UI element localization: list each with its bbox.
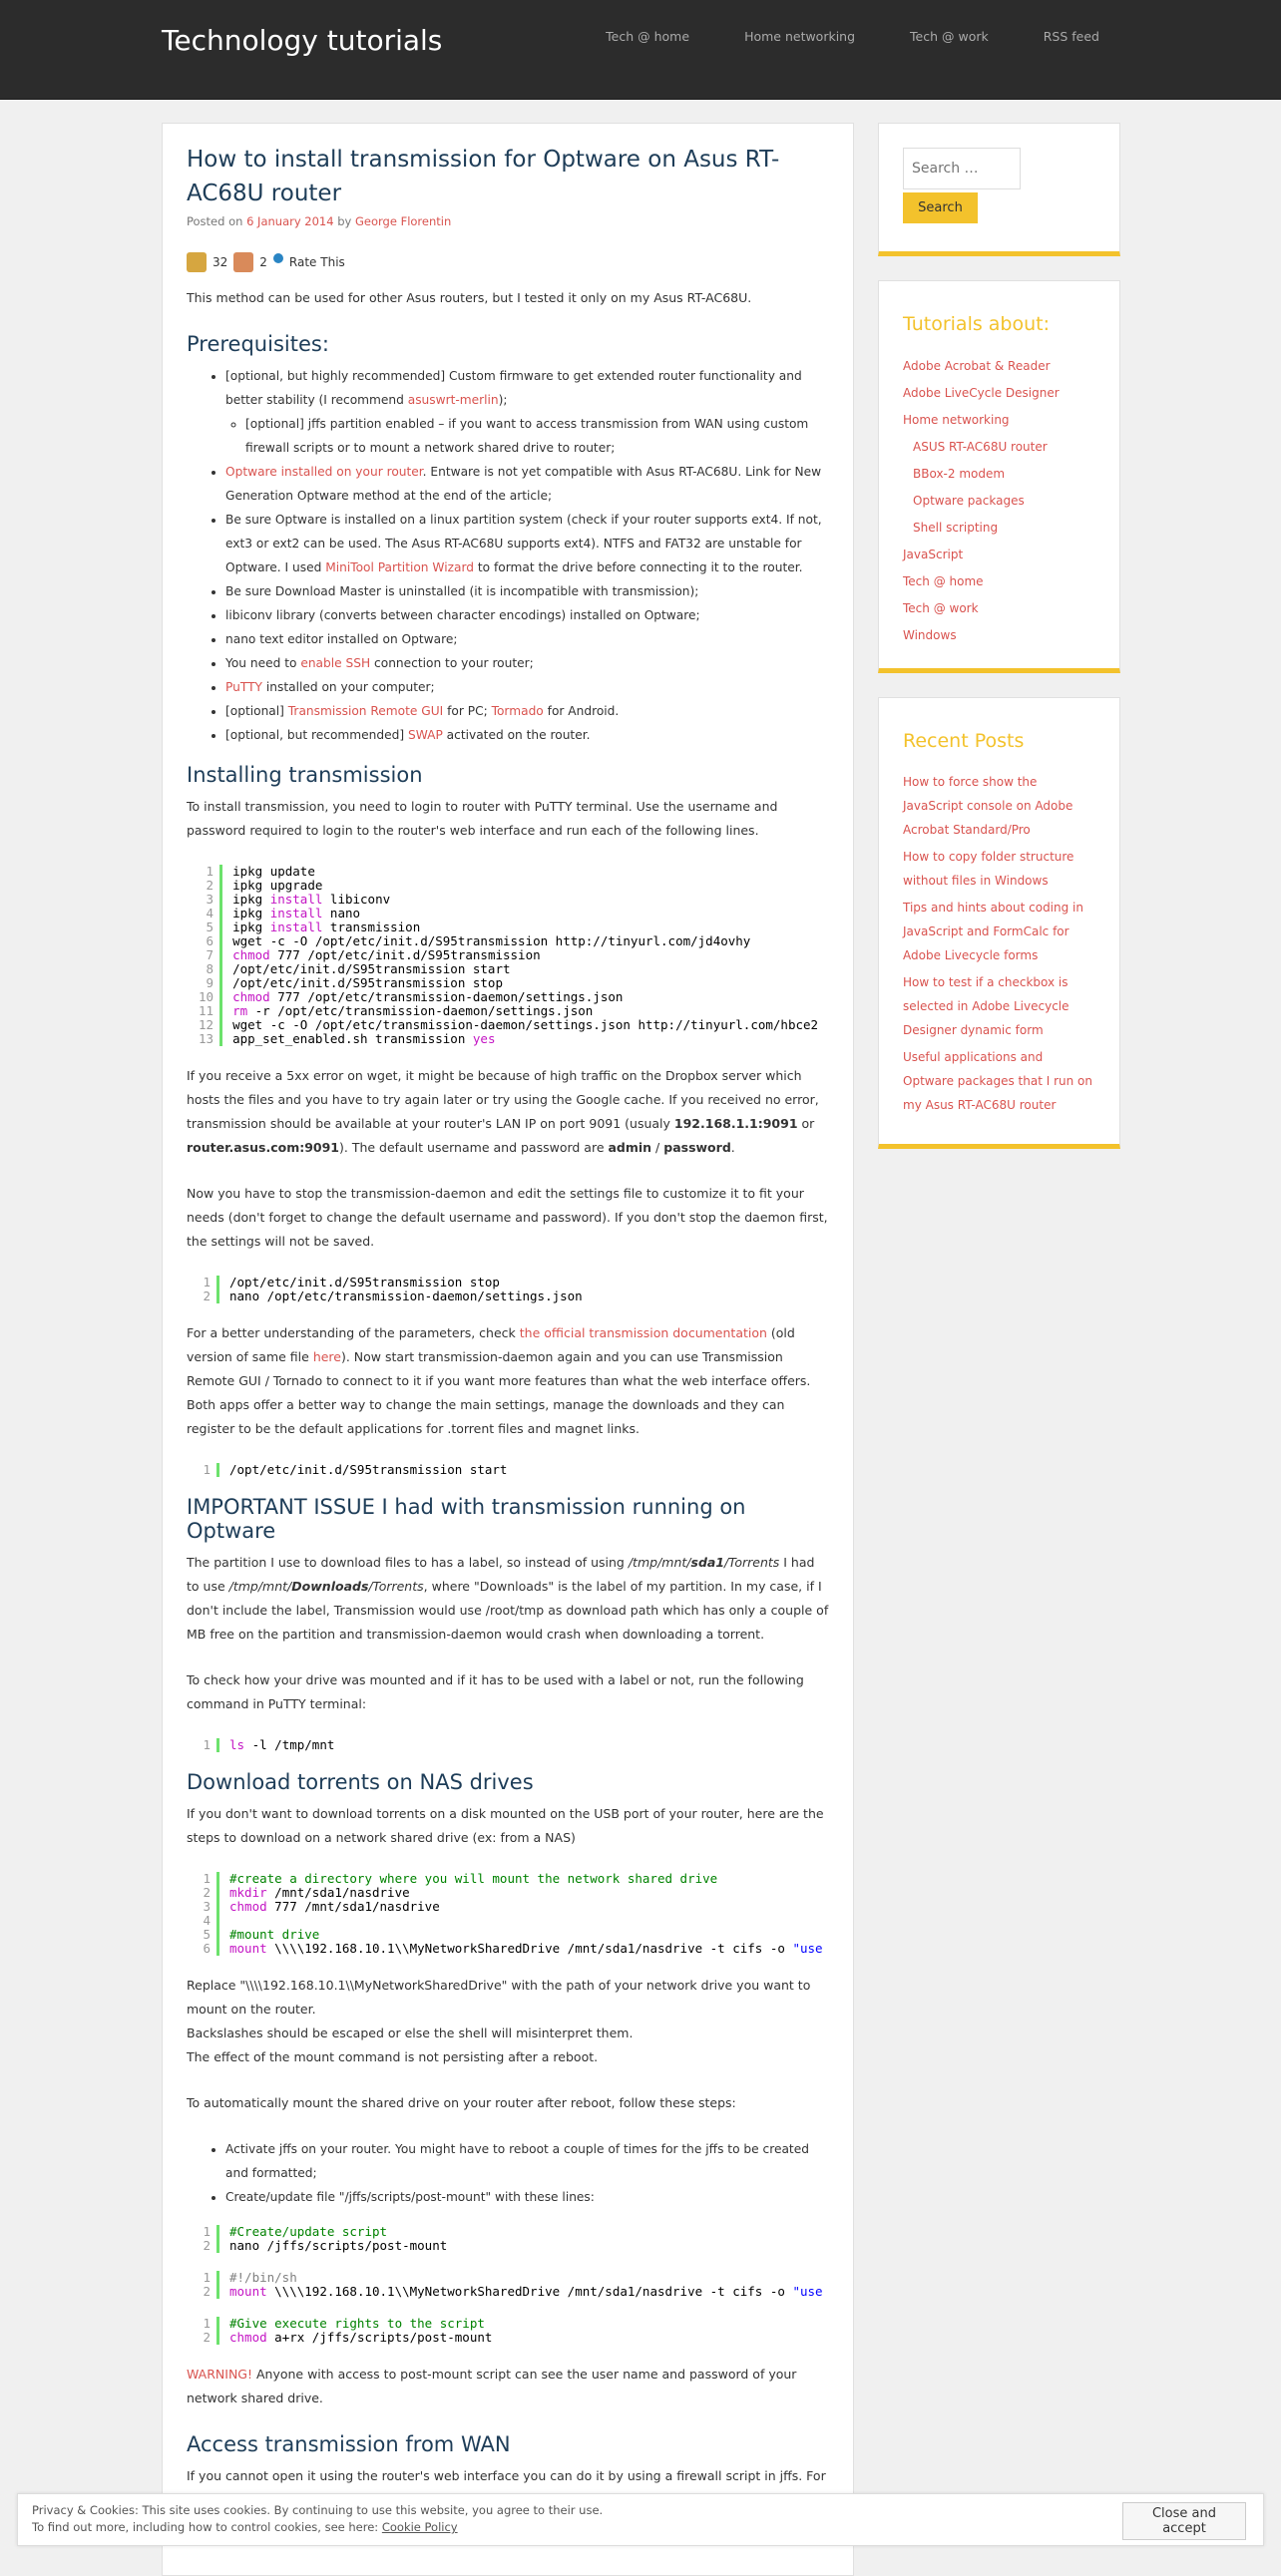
code-text: 777 /opt/etc/init.d/S95transmission (269, 947, 541, 962)
sidebar (878, 123, 1120, 1149)
auto-mount-list (187, 2137, 829, 2209)
line-number: 1 (203, 2225, 211, 2239)
text: (old version of same file (187, 1325, 795, 1364)
text: for PC; (443, 704, 492, 718)
tutorial-link[interactable]: Home networking (903, 413, 1010, 427)
code-line (229, 1900, 823, 1914)
post-meta (187, 214, 829, 228)
enable-ssh-link[interactable]: enable SSH (300, 656, 371, 670)
code-string: "use (792, 2284, 823, 2299)
recent-post-link[interactable]: How to force show the JavaScript console on Adobe Acrobat Standard/Pro (903, 775, 1073, 837)
line-number: 1 (203, 1276, 211, 1289)
line-number: 1 (203, 2317, 211, 2331)
line-number: 10 (199, 989, 214, 1004)
text: Backslashes should be escaped or else the shell will misinterpret them. (187, 2025, 634, 2040)
check-paragraph: To check how your drive was mounted and if it has to be used with a label or not, run the following command in PuTTY terminal: (187, 1672, 804, 1711)
documentation-link[interactable]: the official transmission documentation (519, 1325, 767, 1340)
code-lines (219, 1276, 583, 1303)
code-block-post-mount[interactable] (199, 2271, 829, 2299)
nav-item-rss-feed[interactable]: RSS feed (1043, 29, 1099, 44)
text: installed on your computer; (261, 680, 435, 694)
code-comment: #Give execute rights to the script (229, 2317, 485, 2331)
warning-paragraph (187, 2363, 829, 2410)
transmission-remote-gui-link[interactable]: Transmission Remote GUI (287, 704, 444, 718)
code-lines (219, 1872, 823, 1956)
code-block-install[interactable] (199, 865, 829, 1046)
text: [optional, but recommended] (225, 728, 408, 742)
tutorial-link[interactable]: BBox-2 modem (913, 467, 1006, 481)
tutorial-link[interactable]: Windows (903, 628, 957, 642)
thumbs-down-icon[interactable] (233, 252, 253, 272)
code-text: /mnt/sda1/nasdrive (266, 1885, 410, 1900)
list-item: ◦ [optional] jffs partition enabled – if you want to access transmission from WAN using custom firewall scripts or to mount a network shared drive to router; (245, 412, 829, 460)
line-number: 3 (206, 892, 214, 907)
intro-paragraph: This method can be used for other Asus routers, but I tested it only on my Asus RT-AC68U. (187, 290, 752, 305)
nas-heading: Download torrents on NAS drives (187, 1770, 534, 1794)
text: to format the drive before connecting it to the router. (473, 560, 803, 574)
tutorial-link[interactable]: Tech @ work (903, 601, 979, 615)
rate-this-label: Rate This (288, 255, 345, 269)
thumbs-up-icon[interactable] (187, 252, 207, 272)
tutorial-link[interactable]: JavaScript (903, 548, 964, 561)
bold-text: password (663, 1140, 731, 1155)
text: , where "Downloads" is the label of my partition. In my case, if I don't include the label, Transmission would use /root/tmp as download path which has only a couple of MB free on the partition and transmission-daemon would crash when downloading a torrent. (187, 1579, 829, 1642)
tutorial-link[interactable]: Adobe LiveCycle Designer (903, 386, 1060, 400)
code-lines (219, 2271, 823, 2299)
code-block-ls[interactable] (199, 1738, 829, 1752)
recent-posts-title: Recent Posts (903, 730, 1025, 752)
line-numbers (199, 2317, 219, 2345)
code-text: libiconv (322, 892, 391, 907)
text: Replace "\\\\192.168.10.1\\MyNetworkSharedDrive" with the path of your network drive you want to mount on the router. (187, 1978, 811, 2017)
code-line (229, 1886, 823, 1900)
code-line: ipkg upgrade (232, 878, 323, 893)
code-text: transmission (322, 920, 421, 934)
text: You need to (225, 656, 301, 670)
line-number: 6 (206, 933, 214, 948)
issue-heading: IMPORTANT ISSUE I had with transmission running on Optware (187, 1495, 746, 1543)
code-keyword: ls (229, 1738, 245, 1752)
code-line: wget -c -O /opt/etc/transmission-daemon/settings.json http://tinyurl.com/hbce2 (232, 1017, 819, 1032)
line-numbers (199, 1738, 219, 1752)
line-numbers (199, 1276, 219, 1303)
code-block-start[interactable] (199, 1463, 829, 1477)
code-line (232, 1032, 818, 1046)
list-item (225, 651, 829, 675)
code-text: ipkg (232, 892, 270, 907)
list-item: • libiconv library (converts between character encodings) installed on Optware; (225, 603, 829, 627)
code-block-create-script[interactable] (199, 2225, 829, 2253)
page-title: How to install transmission for Optware on Asus RT-AC68U router (187, 147, 780, 206)
prereq-heading: Prerequisites: (187, 332, 329, 356)
line-number: 1 (203, 1463, 211, 1477)
cookie-policy-link[interactable]: Cookie Policy (381, 2520, 458, 2534)
list-item (225, 364, 829, 460)
line-number: 1 (203, 1872, 211, 1886)
code-line: /opt/etc/init.d/S95transmission stop (229, 1276, 500, 1289)
list-item (225, 699, 829, 723)
recent-post-link[interactable]: How to test if a checkbox is selected in Adobe Livecycle Designer dynamic form (903, 975, 1069, 1037)
nav-item-home-networking[interactable]: Home networking (744, 29, 856, 44)
tutorial-link[interactable]: ASUS RT-AC68U router (913, 440, 1048, 454)
code-line: /opt/etc/init.d/S95transmission stop (232, 975, 503, 990)
text: or (797, 1116, 815, 1131)
tutorial-link[interactable]: Adobe Acrobat & Reader (903, 359, 1051, 373)
putty-link[interactable]: PuTTY (225, 680, 262, 694)
post-date-link[interactable]: 6 January 2014 (246, 214, 334, 228)
author-link[interactable]: George Florentin (355, 214, 452, 228)
code-text: nano (322, 906, 361, 920)
recent-posts-list (903, 770, 1095, 1117)
warning-label: WARNING! (187, 2367, 252, 2382)
code-string: "use (792, 1941, 823, 1956)
install-heading: Installing transmission (187, 763, 423, 787)
tutorial-link[interactable]: Tech @ home (903, 574, 984, 588)
code-line (232, 907, 818, 920)
code-line (232, 990, 818, 1004)
line-number: 2 (203, 2330, 211, 2345)
list-item (225, 508, 829, 579)
asuswrt-merlin-link[interactable]: asuswrt-merlin (407, 393, 499, 407)
bold-text: 192.168.1.1:9091 (673, 1116, 798, 1131)
here-link[interactable]: here (312, 1349, 341, 1364)
text: I had to use (187, 1555, 815, 1594)
code-keyword: rm (232, 1003, 248, 1018)
code-text: -r /opt/etc/transmission-daemon/settings.json (247, 1003, 594, 1018)
code-keyword: yes (472, 1031, 496, 1046)
text: for Android. (543, 704, 620, 718)
code-line (232, 893, 818, 907)
issue-paragraph (187, 1551, 829, 1647)
meta-by: by (333, 214, 355, 228)
rating-widget (187, 252, 829, 272)
code-lines (219, 2317, 492, 2345)
nav-item-tech-home[interactable]: Tech @ home (606, 29, 690, 44)
search-button[interactable]: Search (903, 192, 978, 223)
text: . (730, 1140, 735, 1155)
swap-link[interactable]: SWAP (407, 728, 443, 742)
code-text: \\\\192.168.10.1\\MyNetworkSharedDrive /mnt/sda1/nasdrive -t cifs -o (266, 2284, 793, 2299)
params-paragraph (187, 1321, 829, 1441)
code-line: ipkg update (232, 865, 315, 879)
auto-mount-paragraph: To automatically mount the shared drive on your router after reboot, follow these steps: (187, 2095, 736, 2110)
line-numbers (199, 1463, 219, 1477)
italic-text: /Torrents (368, 1579, 424, 1594)
line-number: 2 (206, 878, 214, 893)
italic-text: /tmp/mnt/ (228, 1579, 292, 1594)
code-keyword: chmod (232, 947, 270, 962)
line-number: 2 (203, 2284, 211, 2299)
text: [optional, but highly recommended] Custom firmware to get extended router functionality and better stability (I recommend (225, 369, 802, 407)
code-keyword: install (269, 920, 323, 934)
code-line: nano /opt/etc/transmission-daemon/settings.json (229, 1288, 583, 1303)
line-number: 2 (203, 1288, 211, 1303)
tutorial-link[interactable]: Shell scripting (913, 521, 999, 535)
text: ). The default username and password are (339, 1140, 609, 1155)
line-number: 7 (206, 947, 214, 962)
list-item: • Be sure Download Master is uninstalled (it is incompatible with transmission); (225, 579, 829, 603)
text: / (651, 1140, 664, 1155)
line-number: 1 (203, 1738, 211, 1752)
search-input[interactable] (903, 148, 1021, 189)
article (162, 123, 854, 2576)
code-lines (222, 865, 818, 1046)
rating-down-count: 2 (259, 255, 267, 269)
line-number: 5 (206, 920, 214, 934)
recent-post-link[interactable]: Tips and hints about coding in JavaScript and FormCalc for Adobe Livecycle forms (903, 901, 1083, 962)
code-line (232, 1004, 818, 1018)
cookie-line: To find out more, including how to control cookies, see here: (32, 2520, 382, 2534)
code-line: /opt/etc/init.d/S95transmission start (232, 961, 511, 976)
code-text: \\\\192.168.10.1\\MyNetworkSharedDrive /mnt/sda1/nasdrive -t cifs -o (266, 1941, 793, 1956)
line-number: 2 (203, 1885, 211, 1900)
text: For a better understanding of the parameters, check (187, 1325, 520, 1340)
code-lines (219, 1738, 334, 1752)
site-header (0, 0, 1281, 100)
recent-post-link[interactable]: Useful applications and Optware packages that I run on my Asus RT-AC68U router (903, 1050, 1092, 1112)
cookie-text (32, 2502, 603, 2536)
stop-paragraph: Now you have to stop the transmission-daemon and edit the settings file to customize it to fit your needs (don't forget to change the default username and password). If you don't stop the daemon first, the settings will not be saved. (187, 1186, 828, 1249)
list-item (225, 675, 829, 699)
list-item: • Activate jffs on your router. You might have to reboot a couple of times for the jffs to be created and formatted; (225, 2137, 829, 2185)
code-block-chmod[interactable] (199, 2317, 829, 2345)
wan-paragraph: If you cannot open it using the router's web interface you can do it by using a firewall script in jffs. For (187, 2468, 826, 2483)
italic-text: /Torrents (724, 1555, 780, 1570)
line-numbers (199, 2271, 219, 2299)
code-text: ipkg (232, 920, 270, 934)
text: ). Now start transmission-daemon again and you can use Transmission Remote GUI / Tornado to connect to it if you want more features than what the web interface offers. Both apps offer a better way to change the main settings, manage the downloads and they can register to be the default applications for .torrent files and magnet links. (187, 1349, 811, 1436)
code-keyword: mount (229, 2284, 267, 2299)
search-widget (878, 123, 1120, 256)
nas-paragraph: If you don't want to download torrents on a disk mounted on the USB port of your router, here are the steps to download on a network shared drive (ex: from a NAS) (187, 1806, 824, 1845)
text: Be sure Optware is installed on a linux partition system (check if your router supports ext4. If not, ext3 or ext2 can be used. The Asus RT-AC68U supports ext4). NTFS and FAT32 are unstable for Optware. I used (225, 513, 822, 574)
rating-up-count: 32 (213, 255, 228, 269)
code-line (232, 920, 818, 934)
code-line: #!/bin/sh (229, 2271, 297, 2285)
code-keyword: chmod (229, 1899, 267, 1914)
text: Anyone with access to post-mount script can see the user name and password of your network shared drive. (187, 2367, 797, 2405)
line-number: 12 (199, 1017, 214, 1032)
line-numbers (199, 865, 222, 1046)
code-line (229, 1942, 823, 1956)
italic-text: /tmp/mnt/ (628, 1555, 691, 1570)
line-number: 1 (206, 865, 214, 879)
install-paragraph: To install transmission, you need to login to router with PuTTY terminal. Use the username and password required to login to the router's web interface and run each of the following lines. (187, 799, 778, 838)
prereq-list (187, 364, 829, 747)
code-keyword: chmod (229, 2330, 267, 2345)
code-text: 777 /mnt/sda1/nasdrive (266, 1899, 440, 1914)
tutorials-widget (878, 280, 1120, 673)
text: connection to your router; (370, 656, 534, 670)
text: If you receive a 5xx error on wget, it might be because of high traffic on the Dropbox server which hosts the files and you have to try again later or try using the Google cache. If you received no error, transmission should be available at your router's LAN IP on port 9091 (usualy (187, 1068, 819, 1131)
code-text: -l /tmp/mnt (244, 1738, 335, 1752)
optware-link[interactable]: Optware installed on your router (225, 465, 423, 479)
bold-text: router.asus.com:9091 (187, 1140, 340, 1155)
info-icon[interactable] (273, 253, 283, 263)
code-keyword: mount (229, 1941, 267, 1956)
code-comment: #create a directory where you will mount the network shared drive (229, 1872, 718, 1886)
bold-text: admin (608, 1140, 652, 1155)
line-number: 3 (203, 1899, 211, 1914)
text: ); (498, 393, 508, 407)
code-line (232, 948, 818, 962)
code-text: app_set_enabled.sh transmission (232, 1031, 473, 1046)
tutorials-title: Tutorials about: (903, 313, 1051, 335)
replace-paragraph (187, 1974, 829, 2069)
line-number: 8 (206, 961, 214, 976)
error-paragraph (187, 1064, 829, 1160)
line-number: 5 (203, 1927, 211, 1942)
code-lines (219, 1463, 507, 1477)
line-number: 4 (203, 1913, 211, 1928)
code-line (229, 2285, 823, 2299)
list-item: • nano text editor installed on Optware; (225, 627, 829, 651)
code-line-blank (229, 1914, 823, 1928)
code-keyword: chmod (232, 989, 270, 1004)
bold-italic-text: Downloads (291, 1579, 369, 1594)
code-block-stop[interactable] (199, 1276, 829, 1303)
text: The partition I use to download files to has a label, so instead of using (187, 1555, 629, 1570)
close-and-accept-button[interactable]: Close and accept (1122, 2502, 1246, 2540)
recent-posts-widget (878, 697, 1120, 1149)
code-comment: #mount drive (229, 1927, 320, 1942)
code-text: a+rx /jffs/scripts/post-mount (266, 2330, 493, 2345)
code-line: nano /jffs/scripts/post-mount (229, 2238, 448, 2253)
tutorial-link[interactable]: Optware packages (913, 494, 1025, 508)
code-block-mount[interactable] (199, 1872, 829, 1956)
line-number: 13 (199, 1031, 214, 1046)
cookie-line: Privacy & Cookies: This site uses cookies. By continuing to use this website, you agree to their use. (32, 2503, 604, 2517)
text: . Entware is not yet compatible with Asus RT-AC68U. Link for New Generation Optware method at the end of the article; (225, 465, 822, 503)
wan-heading: Access transmission from WAN (187, 2432, 511, 2456)
cookie-banner (17, 2493, 1264, 2546)
meta-prefix: Posted on (187, 214, 247, 228)
line-number: 4 (206, 906, 214, 920)
tutorials-list (903, 353, 1095, 649)
line-numbers (199, 1872, 219, 1956)
code-line (229, 1738, 334, 1752)
code-comment: #Create/update script (229, 2225, 388, 2239)
bold-italic-text: sda1 (690, 1555, 725, 1570)
nav-item-tech-work[interactable]: Tech @ work (910, 29, 989, 44)
recent-post-link[interactable]: How to copy folder structure without files in Windows (903, 850, 1074, 888)
line-number: 11 (199, 1003, 214, 1018)
code-line (229, 2331, 492, 2345)
code-keyword: mkdir (229, 1885, 267, 1900)
code-lines (219, 2225, 447, 2253)
code-text: 777 /opt/etc/transmission-daemon/settings.json (269, 989, 624, 1004)
site-title[interactable]: Technology tutorials (162, 24, 443, 57)
line-numbers (199, 2225, 219, 2253)
code-line: /opt/etc/init.d/S95transmission start (229, 1463, 508, 1477)
text: activated on the router. (442, 728, 591, 742)
minitool-link[interactable]: MiniTool Partition Wizard (325, 560, 474, 574)
code-keyword: install (269, 906, 323, 920)
code-text: ipkg (232, 906, 270, 920)
list-item (225, 460, 829, 508)
line-number: 2 (203, 2238, 211, 2253)
list-item (225, 723, 829, 747)
line-number: 1 (203, 2271, 211, 2285)
tormado-link[interactable]: Tormado (491, 704, 544, 718)
list-item: • Create/update file "/jffs/scripts/post-mount" with these lines: (225, 2185, 829, 2209)
code-keyword: install (269, 892, 323, 907)
line-number: 9 (206, 975, 214, 990)
code-line: wget -c -O /opt/etc/init.d/S95transmission http://tinyurl.com/jd4ovhy (232, 933, 751, 948)
line-number: 6 (203, 1941, 211, 1956)
text: The effect of the mount command is not persisting after a reboot. (187, 2049, 599, 2064)
text: [optional] (225, 704, 288, 718)
main-nav (606, 29, 1099, 44)
